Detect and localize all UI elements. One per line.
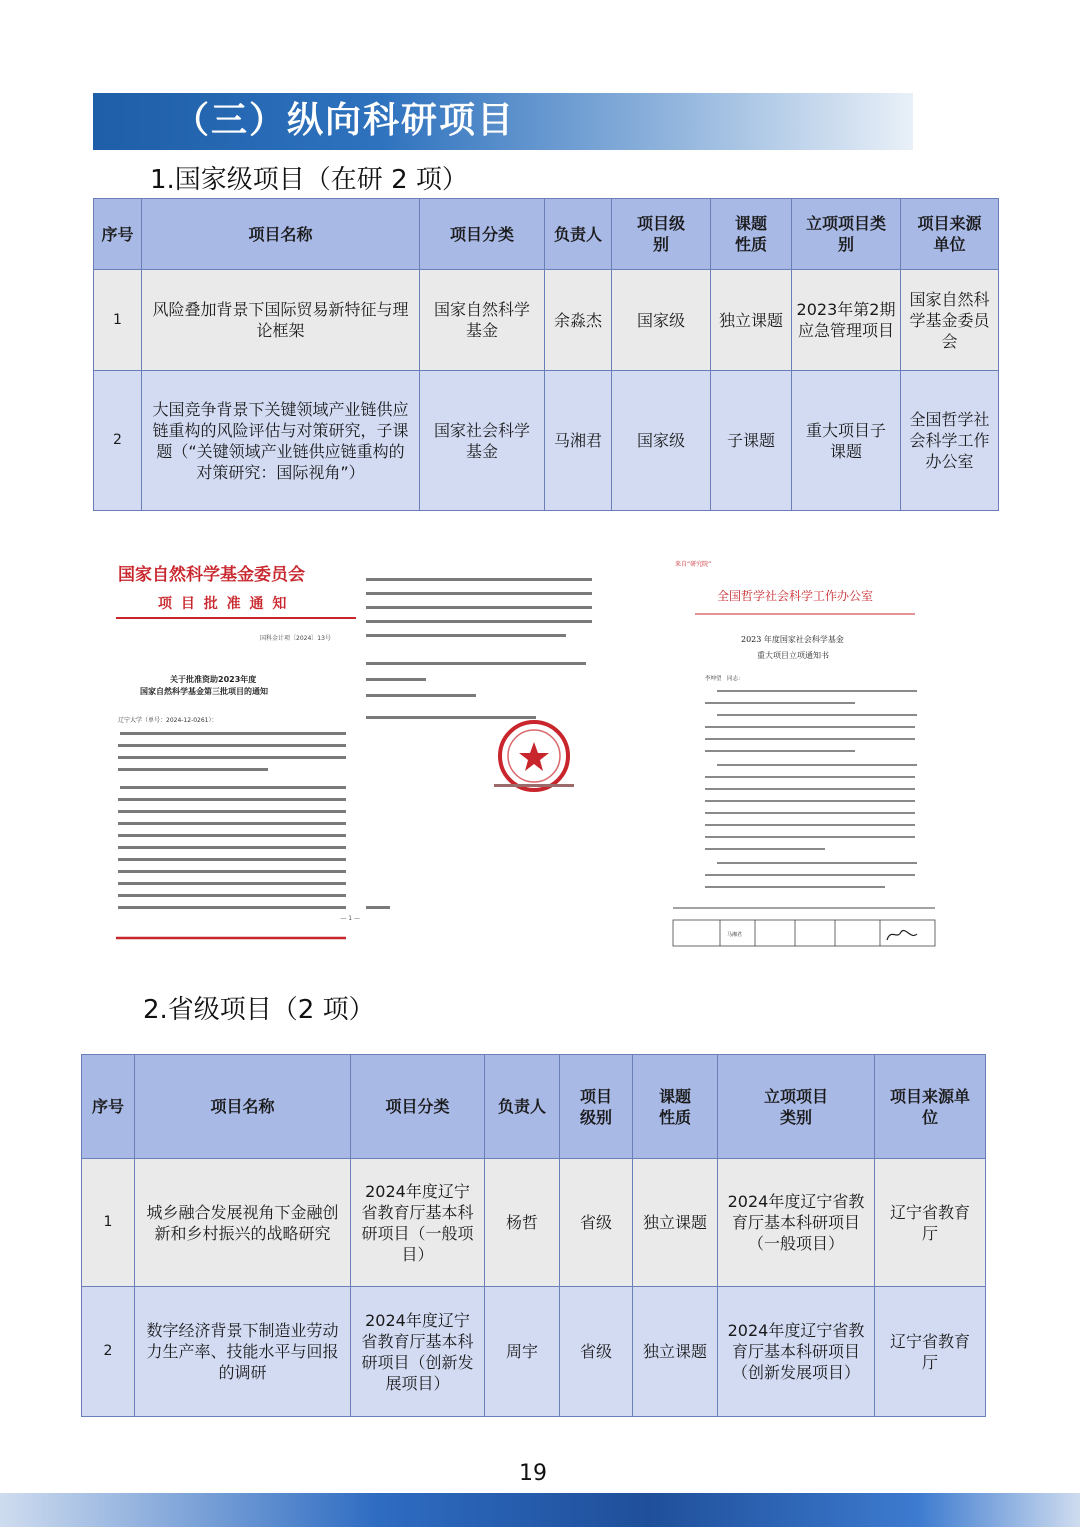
row-index: 1 <box>94 270 142 371</box>
project-nature: 独立课题 <box>633 1159 718 1287</box>
project-type: 重大项目子课题 <box>792 371 901 511</box>
project-name: 大国竞争背景下关键领域产业链供应链重构的风险评估与对策研究，子课题（“关键领域产业链供应链重构的对策研究：国际视角”） <box>142 371 420 511</box>
project-level: 省级 <box>560 1159 633 1287</box>
handwritten-signature <box>887 930 917 940</box>
notice-title-line-1: 关于批准资助2023年度 <box>170 675 257 684</box>
table-header-row <box>94 199 999 270</box>
header-cell: 立项项目类别 <box>718 1055 875 1159</box>
doc-table-lead: 马湘君 <box>727 932 743 938</box>
section-title: （三）纵向科研项目 <box>173 100 516 141</box>
project-name: 风险叠加背景下国际贸易新特征与理论框架 <box>142 270 420 371</box>
project-lead: 马湘君 <box>545 371 612 511</box>
header-cell: 课题性质 <box>711 199 792 270</box>
official-seal-icon <box>494 722 574 790</box>
project-type: 2024年度辽宁省教育厅基本科研项目（一般项目） <box>718 1159 875 1287</box>
doc-org-name: 全国哲学社会科学工作办公室 <box>717 589 874 603</box>
project-category: 国家社会科学基金 <box>420 371 545 511</box>
section-banner <box>93 93 913 150</box>
project-nature: 独立课题 <box>711 270 792 371</box>
project-source: 国家自然科学基金委员会 <box>901 270 999 371</box>
doc-org-name: 国家自然科学基金委员会 <box>118 565 305 585</box>
provincial-projects-table <box>81 1054 986 1417</box>
project-level: 国家级 <box>612 270 711 371</box>
national-heading: 1.国家级项目（在研 2 项） <box>150 165 468 195</box>
header-cell: 项目级别 <box>560 1055 633 1159</box>
notice-title-line-1: 2023 年度国家社会科学基金 <box>741 635 844 644</box>
page-number: 19 <box>519 1461 547 1486</box>
project-name: 数字经济背景下制造业劳动力生产率、技能水平与回报的调研 <box>135 1287 351 1417</box>
project-source: 辽宁省教育厅 <box>875 1287 986 1417</box>
provincial-heading: 2.省级项目（2 项） <box>143 995 375 1025</box>
header-cell: 序号 <box>94 199 142 270</box>
notice-salutation: 李坤望 同志： <box>705 676 744 682</box>
header-cell: 项目来源单位 <box>875 1055 986 1159</box>
project-type: 2023年第2期应急管理项目 <box>792 270 901 371</box>
header-cell: 项目来源单位 <box>901 199 999 270</box>
table-row <box>82 1159 986 1287</box>
project-source: 全国哲学社会科学工作办公室 <box>901 371 999 511</box>
header-cell: 项目名称 <box>142 199 420 270</box>
project-category: 国家自然科学基金 <box>420 270 545 371</box>
notice-title-line-2: 国家自然科学基金第三批项目的通知 <box>140 687 268 696</box>
footer-bar <box>0 1493 1080 1527</box>
project-category: 2024年度辽宁省教育厅基本科研项目（创新发展项目） <box>351 1287 485 1417</box>
npopss-approval-notice-image <box>665 548 937 953</box>
notice-recipient: 辽宁大学（单号：2024-12-0261）： <box>118 717 218 724</box>
header-cell: 立项项目类别 <box>792 199 901 270</box>
table-row <box>94 270 999 371</box>
doc-header-note: 来自“研究院” <box>675 561 712 568</box>
project-level: 省级 <box>560 1287 633 1417</box>
header-cell: 项目分类 <box>351 1055 485 1159</box>
project-level: 国家级 <box>612 371 711 511</box>
project-nature: 独立课题 <box>633 1287 718 1417</box>
notice-title-line-2: 重大项目立项通知书 <box>757 651 829 660</box>
header-cell: 项目分类 <box>420 199 545 270</box>
header-cell: 负责人 <box>485 1055 560 1159</box>
header-cell: 课题性质 <box>633 1055 718 1159</box>
project-nature: 子课题 <box>711 371 792 511</box>
table-header-row <box>82 1055 986 1159</box>
header-cell: 项目级别 <box>612 199 711 270</box>
doc-number: 国科金计项〔2024〕13号 <box>260 635 331 642</box>
project-lead: 周宇 <box>485 1287 560 1417</box>
project-lead: 余淼杰 <box>545 270 612 371</box>
project-type: 2024年度辽宁省教育厅基本科研项目（创新发展项目） <box>718 1287 875 1417</box>
nsfc-notice-page-2-image <box>362 570 602 920</box>
table-row <box>94 371 999 511</box>
project-source: 辽宁省教育厅 <box>875 1159 986 1287</box>
row-index: 2 <box>82 1287 135 1417</box>
project-lead: 杨哲 <box>485 1159 560 1287</box>
table-row <box>82 1287 986 1417</box>
header-cell: 负责人 <box>545 199 612 270</box>
header-cell: 项目名称 <box>135 1055 351 1159</box>
row-index: 1 <box>82 1159 135 1287</box>
row-index: 2 <box>94 371 142 511</box>
doc-page-mark: — 1 — <box>340 915 360 922</box>
nsfc-approval-notice-image <box>110 548 362 948</box>
national-projects-table <box>93 198 999 511</box>
header-cell: 序号 <box>82 1055 135 1159</box>
doc-subtitle: 项 目 批 准 通 知 <box>158 596 289 612</box>
project-category: 2024年度辽宁省教育厅基本科研项目（一般项目） <box>351 1159 485 1287</box>
project-name: 城乡融合发展视角下金融创新和乡村振兴的战略研究 <box>135 1159 351 1287</box>
